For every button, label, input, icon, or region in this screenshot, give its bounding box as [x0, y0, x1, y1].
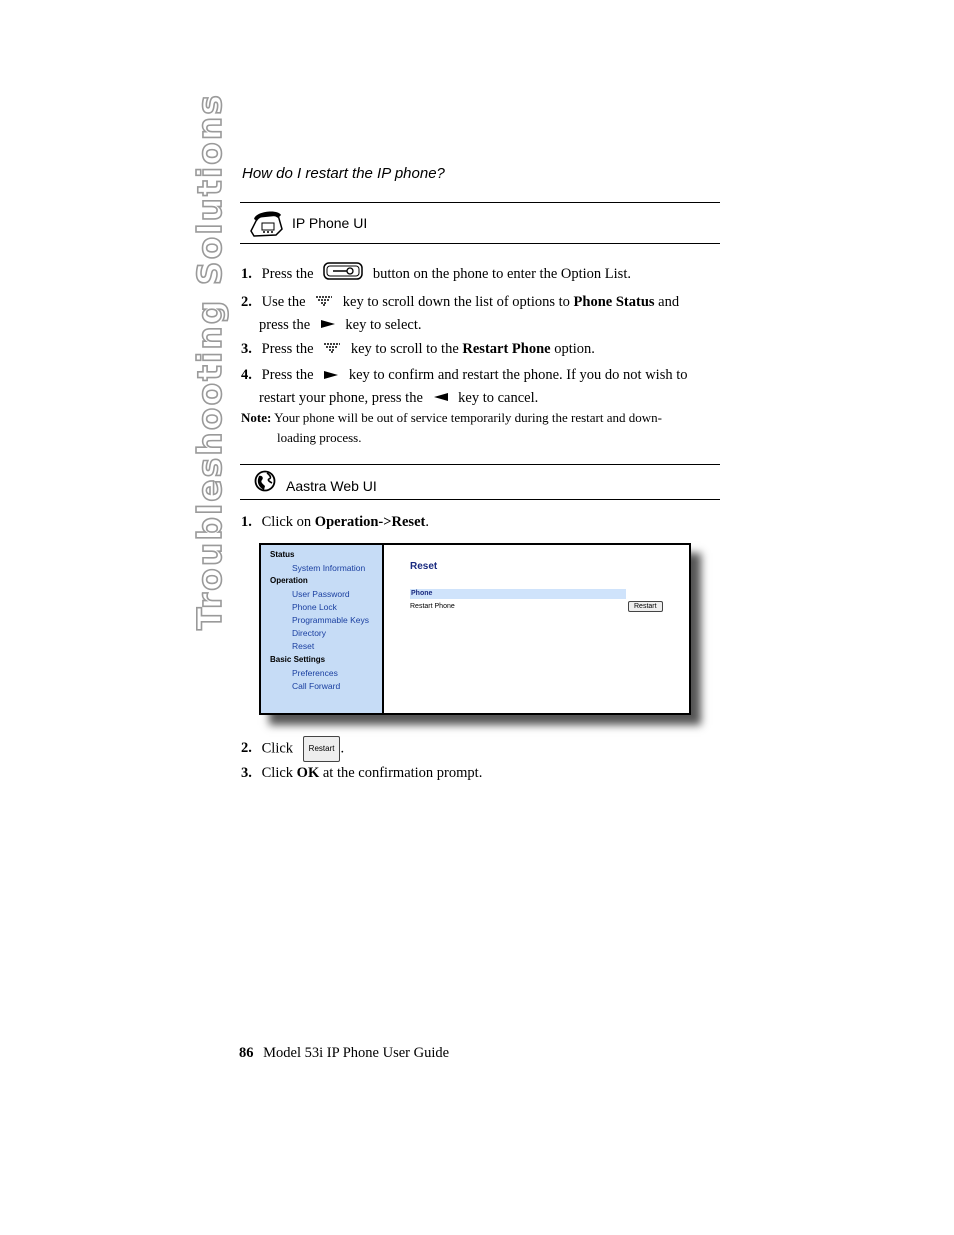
step-text: key to scroll to the [350, 341, 459, 357]
step-text: key to select. [345, 316, 422, 333]
phone-step-2 [241, 291, 679, 336]
ok-label: OK [296, 765, 320, 781]
menu-path: Operation->Reset [314, 514, 426, 530]
step-text: key to scroll down the list of options to [342, 294, 570, 310]
step-text: at the confirmation prompt. [322, 765, 483, 781]
step-text: . [425, 514, 429, 530]
side-section-title: Troubleshooting Solutions [190, 93, 229, 630]
section-label: IP Phone UI [292, 215, 368, 231]
web-step-1 [241, 511, 429, 533]
web-step-3 [241, 762, 482, 784]
reset-page-title: Reset [410, 561, 438, 572]
nav-item-directory[interactable]: Directory [292, 628, 327, 638]
web-step-2 [241, 736, 344, 762]
step-text: button on the phone to enter the Option List. [372, 265, 631, 282]
nav-item-programmable-keys[interactable]: Programmable Keys [292, 615, 370, 625]
nav-item-user-password[interactable]: User Password [292, 589, 350, 599]
step-number: 1. [241, 265, 252, 282]
guide-title: Model 53i IP Phone User Guide [263, 1045, 450, 1061]
page-footer [239, 1045, 449, 1062]
nav-group-status[interactable]: Status [270, 550, 295, 559]
note-text: loading process. [277, 430, 362, 445]
nav-item-phone-lock[interactable]: Phone Lock [292, 602, 337, 612]
phone-step-3 [241, 338, 595, 361]
options-key-icon [323, 262, 363, 287]
phone-status-option: Phone Status [573, 294, 655, 310]
aastra-web-ui-header [240, 464, 720, 500]
note-label: Note: [241, 410, 272, 425]
step-text: Click [261, 740, 294, 757]
step-text: Press the [261, 265, 314, 282]
note [241, 408, 711, 448]
step-text: restart your phone, press the [259, 389, 423, 406]
step-number: 2. [241, 740, 252, 757]
nav-item-system-information[interactable]: System Information [292, 563, 366, 573]
right-arrow-key-icon [320, 314, 336, 336]
step-text: key to cancel. [458, 389, 539, 406]
step-text: and [658, 294, 680, 310]
nav-item-call-forward[interactable]: Call Forward [292, 681, 341, 691]
step-text: Use the [261, 294, 306, 310]
step-text: Press the [261, 341, 314, 357]
section-label: Aastra Web UI [286, 478, 377, 494]
note-text: Your phone will be out of service temporarily during the restart and down- [274, 410, 662, 425]
step-text: option. [554, 341, 595, 357]
nav-item-reset[interactable]: Reset [292, 641, 315, 651]
restart-phone-option: Restart Phone [462, 341, 551, 357]
phone-step-4 [241, 364, 688, 409]
step-text: Press the [261, 367, 314, 383]
step-number: 3. [241, 765, 252, 781]
step-text: Click on [261, 514, 312, 530]
step-text: . [340, 740, 345, 757]
phone-section-label: Phone [411, 590, 433, 597]
web-ui-screenshot [259, 543, 691, 715]
phone-step-1 [241, 262, 631, 287]
step-number: 3. [241, 341, 252, 357]
restart-phone-label: Restart Phone [410, 603, 455, 610]
left-arrow-key-icon [433, 387, 449, 409]
step-text: key to confirm and restart the phone. If you do not wish to [348, 367, 688, 383]
nav-group-operation[interactable]: Operation [270, 576, 308, 585]
scroll-down-key-icon [315, 292, 333, 314]
ip-phone-ui-header [240, 202, 720, 244]
globe-icon [254, 470, 276, 497]
right-arrow-key-icon [323, 365, 339, 387]
web-ui-sidebar [261, 545, 384, 713]
page-number: 86 [239, 1045, 254, 1061]
step-number: 2. [241, 294, 252, 310]
phone-section-bar [410, 589, 626, 599]
nav-group-basic-settings[interactable]: Basic Settings [270, 655, 326, 664]
restart-button-inline[interactable]: Restart [303, 736, 341, 762]
nav-item-preferences[interactable]: Preferences [292, 668, 338, 678]
step-text: Click [261, 765, 294, 781]
step-number: 1. [241, 514, 252, 530]
phone-icon [248, 209, 284, 242]
step-text: press the [259, 316, 311, 333]
restart-button[interactable]: Restart [628, 601, 663, 612]
question-heading: How do I restart the IP phone? [242, 165, 445, 182]
scroll-down-key-icon [323, 339, 341, 361]
step-number: 4. [241, 367, 252, 383]
